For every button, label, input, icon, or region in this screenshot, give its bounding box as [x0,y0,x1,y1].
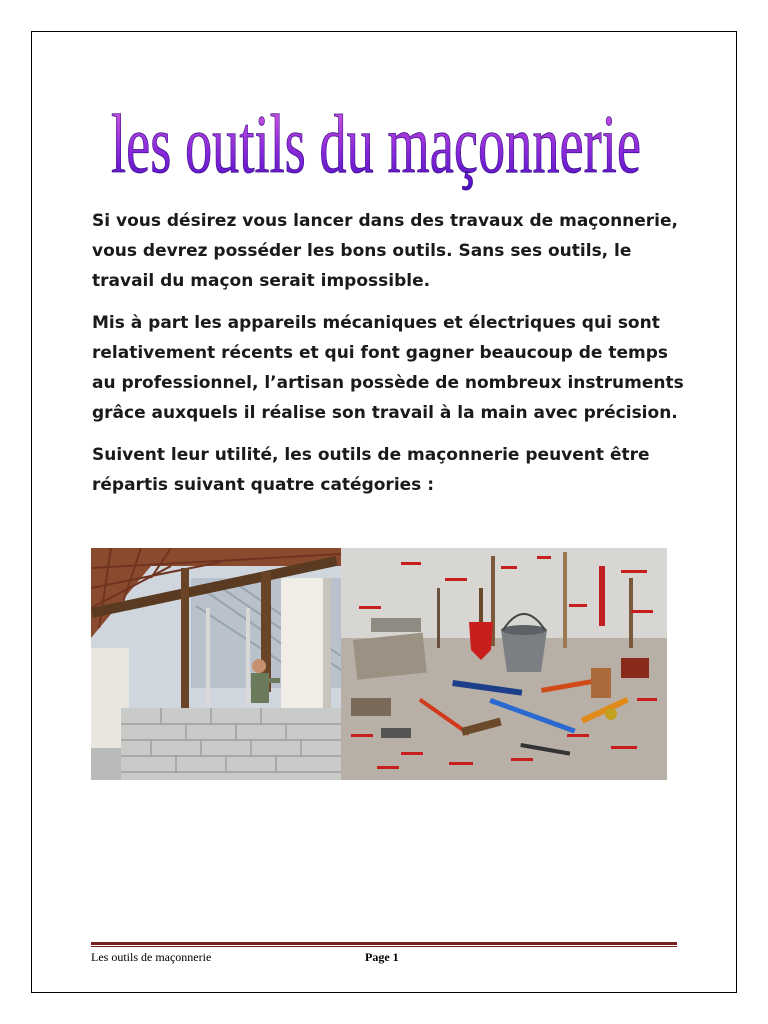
title-text: les outils du maçonnerie [111,98,641,191]
title-wordart [96,80,656,190]
masonry-tools-photo [341,548,667,780]
photo-row [91,548,667,780]
document-title [96,80,656,190]
paragraph-2: Mis à part les appareils mécaniques et électriques qui sont relativement récents et qui font gagner beaucoup de temps au professionnel, l’artisan possède de nombreux instruments grâce auxquels il réalise son travail à la main avec précision. [92,313,684,423]
footer-rule [91,942,677,947]
footer-document-title: Les outils de maçonnerie [91,950,212,964]
mason-at-work-photo [91,548,341,780]
footer-page-number: Page 1 [365,950,399,964]
body-text [92,206,692,512]
paragraph-3: Suivent leur utilité, les outils de maçonnerie peuvent être répartis suivant quatre catégories : [92,445,650,495]
paragraph-1: Si vous désirez vous lancer dans des travaux de maçonnerie, vous devrez posséder les bons outils. Sans ses outils, le travail du maçon serait impossible. [92,211,679,291]
